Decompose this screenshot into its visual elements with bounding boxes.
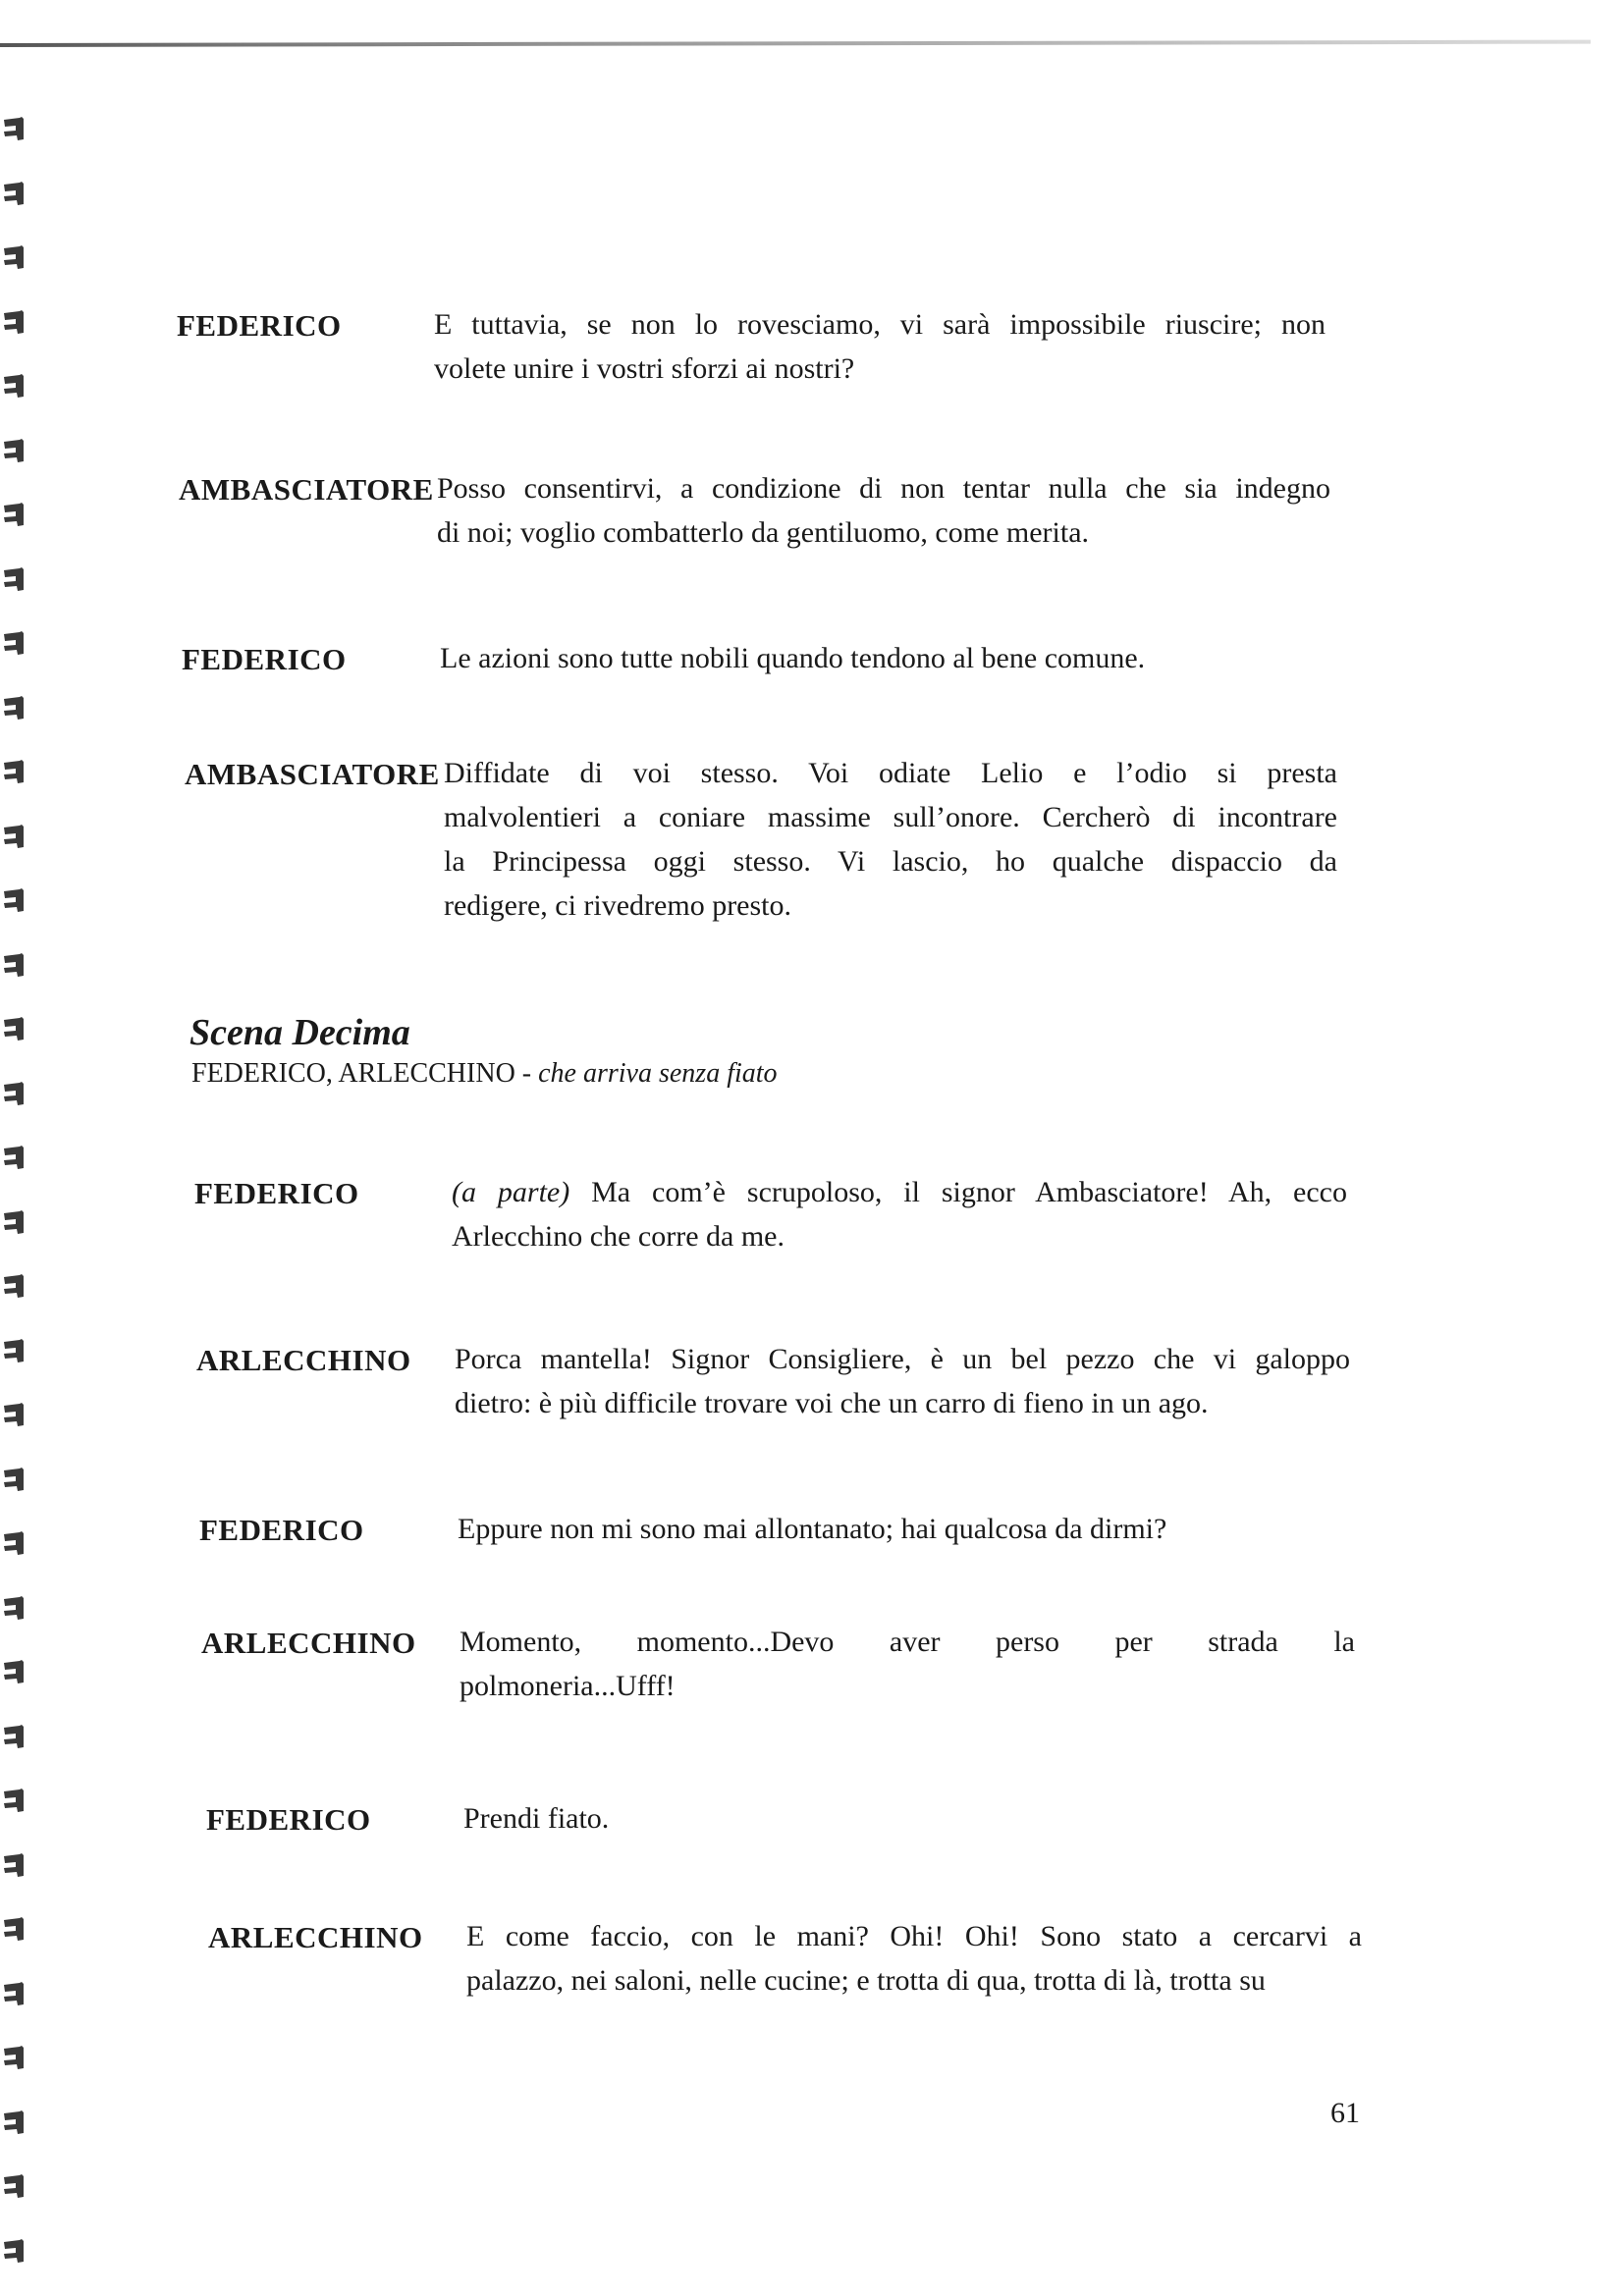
speaker-name: AMBASCIATORE [179, 472, 434, 507]
dialogue-line: Posso consentirvi, a condizione di non tentar nulla che sia indegno [437, 472, 1330, 505]
binding-clip-icon [2, 2173, 26, 2199]
speaker-name: FEDERICO [206, 1802, 371, 1837]
binding-clip-icon [2, 1467, 26, 1492]
dialogue-line: Eppure non mi sono mai allontanato; hai qualcosa da dirmi? [458, 1513, 1167, 1545]
binding-clip-icon [2, 438, 26, 463]
binding-clip-icon [2, 244, 26, 270]
dialogue-text [466, 1914, 1362, 2002]
binding-clip-icon [2, 116, 26, 141]
dialogue-line: di noi; voglio combatterlo da gentiluomo, come merita. [437, 516, 1090, 549]
binding-clip-icon [2, 759, 26, 784]
binding-clip-icon [2, 1724, 26, 1749]
binding-clip-icon [2, 566, 26, 592]
binding-clip-icon [2, 1209, 26, 1235]
binding-clip-icon [2, 1788, 26, 1813]
binding-clip-icon [2, 2238, 26, 2264]
scene-cast [191, 1058, 778, 1090]
dialogue-line: Arlecchino che corre da me. [452, 1220, 785, 1253]
binding-clip-icon [2, 309, 26, 335]
binding-clip-icon [2, 824, 26, 849]
binding-clip-icon [2, 1852, 26, 1878]
dialogue-line: Porca mantella! Signor Consigliere, è un bel pezzo che vi galoppo [455, 1343, 1350, 1375]
binding-clip-icon [2, 695, 26, 721]
dialogue-text [460, 1620, 1355, 1708]
binding-clip-icon [2, 2045, 26, 2070]
speaker-name: FEDERICO [177, 308, 342, 343]
binding-clip-icon [2, 1916, 26, 1942]
dialogue-text [434, 302, 1326, 391]
speaker-name: FEDERICO [182, 642, 347, 676]
dialogue-line: palazzo, nei saloni, nelle cucine; e trotta di qua, trotta di là, trotta su [466, 1964, 1266, 1997]
binding-clip-icon [2, 887, 26, 913]
binding-clip-icon [2, 1659, 26, 1684]
binding-clip-icon [2, 2109, 26, 2135]
binding-clip-icon [2, 1338, 26, 1363]
dialogue-text [455, 1337, 1350, 1425]
binding-clip-icon [2, 1081, 26, 1106]
dialogue-text [463, 1796, 609, 1841]
speaker-name: ARLECCHINO [196, 1343, 411, 1377]
binding-clip-icon [2, 1530, 26, 1556]
dialogue-text [437, 466, 1330, 555]
dialogue-line: Diffidate di voi stesso. Voi odiate Lelio e l’odio si presta [444, 757, 1337, 789]
dialogue-line: Momento, momento...Devo aver perso per strada la [460, 1626, 1355, 1658]
speaker-name: AMBASCIATORE [185, 757, 440, 791]
dialogue-text [440, 636, 1145, 680]
binding-clip-icon [2, 952, 26, 978]
binding-clip-icon [2, 1145, 26, 1170]
binding-clip-icon [2, 630, 26, 656]
binding-clip-icon [2, 373, 26, 399]
speaker-name: ARLECCHINO [201, 1626, 416, 1660]
dialogue-text [444, 751, 1337, 928]
page-number: 61 [1330, 2097, 1360, 2129]
dialogue-line: dietro: è più difficile trovare voi che un carro di fieno in un ago. [455, 1387, 1209, 1419]
dialogue-text [452, 1170, 1347, 1258]
dialogue-line: Prendi fiato. [463, 1802, 610, 1835]
binding-clip-icon [2, 181, 26, 206]
dialogue-line: la Principessa oggi stesso. Vi lascio, ho qualche dispaccio da [444, 845, 1337, 878]
binding-clip-icon [2, 502, 26, 527]
binding-clip-icon [2, 1595, 26, 1621]
dialogue-line: volete unire i vostri sforzi ai nostri? [434, 352, 855, 385]
dialogue-line: E come faccio, con le mani? Ohi! Ohi! Sono stato a cercarvi a [466, 1920, 1362, 1952]
dialogue-text [458, 1507, 1166, 1551]
binding-clip-icon [2, 1016, 26, 1041]
speaker-name: ARLECCHINO [208, 1920, 423, 1954]
speaker-name: FEDERICO [199, 1513, 364, 1547]
dialogue-line: E tuttavia, se non lo rovesciamo, vi sarà impossibile riuscire; non [434, 308, 1326, 341]
scene-cast-direction: che arriva senza fiato [538, 1058, 778, 1089]
binding-clip-icon [2, 1981, 26, 2006]
dialogue-line-text: Ma com’è scrupoloso, il signor Ambasciatore! Ah, ecco [569, 1176, 1347, 1208]
dialogue-line [452, 1170, 1347, 1214]
scene-cast-names: FEDERICO, ARLECCHINO - [191, 1058, 539, 1089]
dialogue-line: Le azioni sono tutte nobili quando tendono al bene comune. [440, 642, 1146, 674]
dialogue-line: redigere, ci rivedremo presto. [444, 889, 792, 922]
dialogue-line: polmoneria...Ufff! [460, 1670, 676, 1702]
binding-clip-icon [2, 1402, 26, 1427]
speaker-name: FEDERICO [194, 1176, 359, 1210]
dialogue-line: malvolentieri a coniare massime sull’onore. Cercherò di incontrare [444, 801, 1337, 833]
scene-title: Scena Decima [189, 1012, 410, 1053]
stage-direction: (a parte) [452, 1176, 570, 1208]
scan-top-edge-line [0, 40, 1591, 47]
binding-clip-icon [2, 1273, 26, 1299]
